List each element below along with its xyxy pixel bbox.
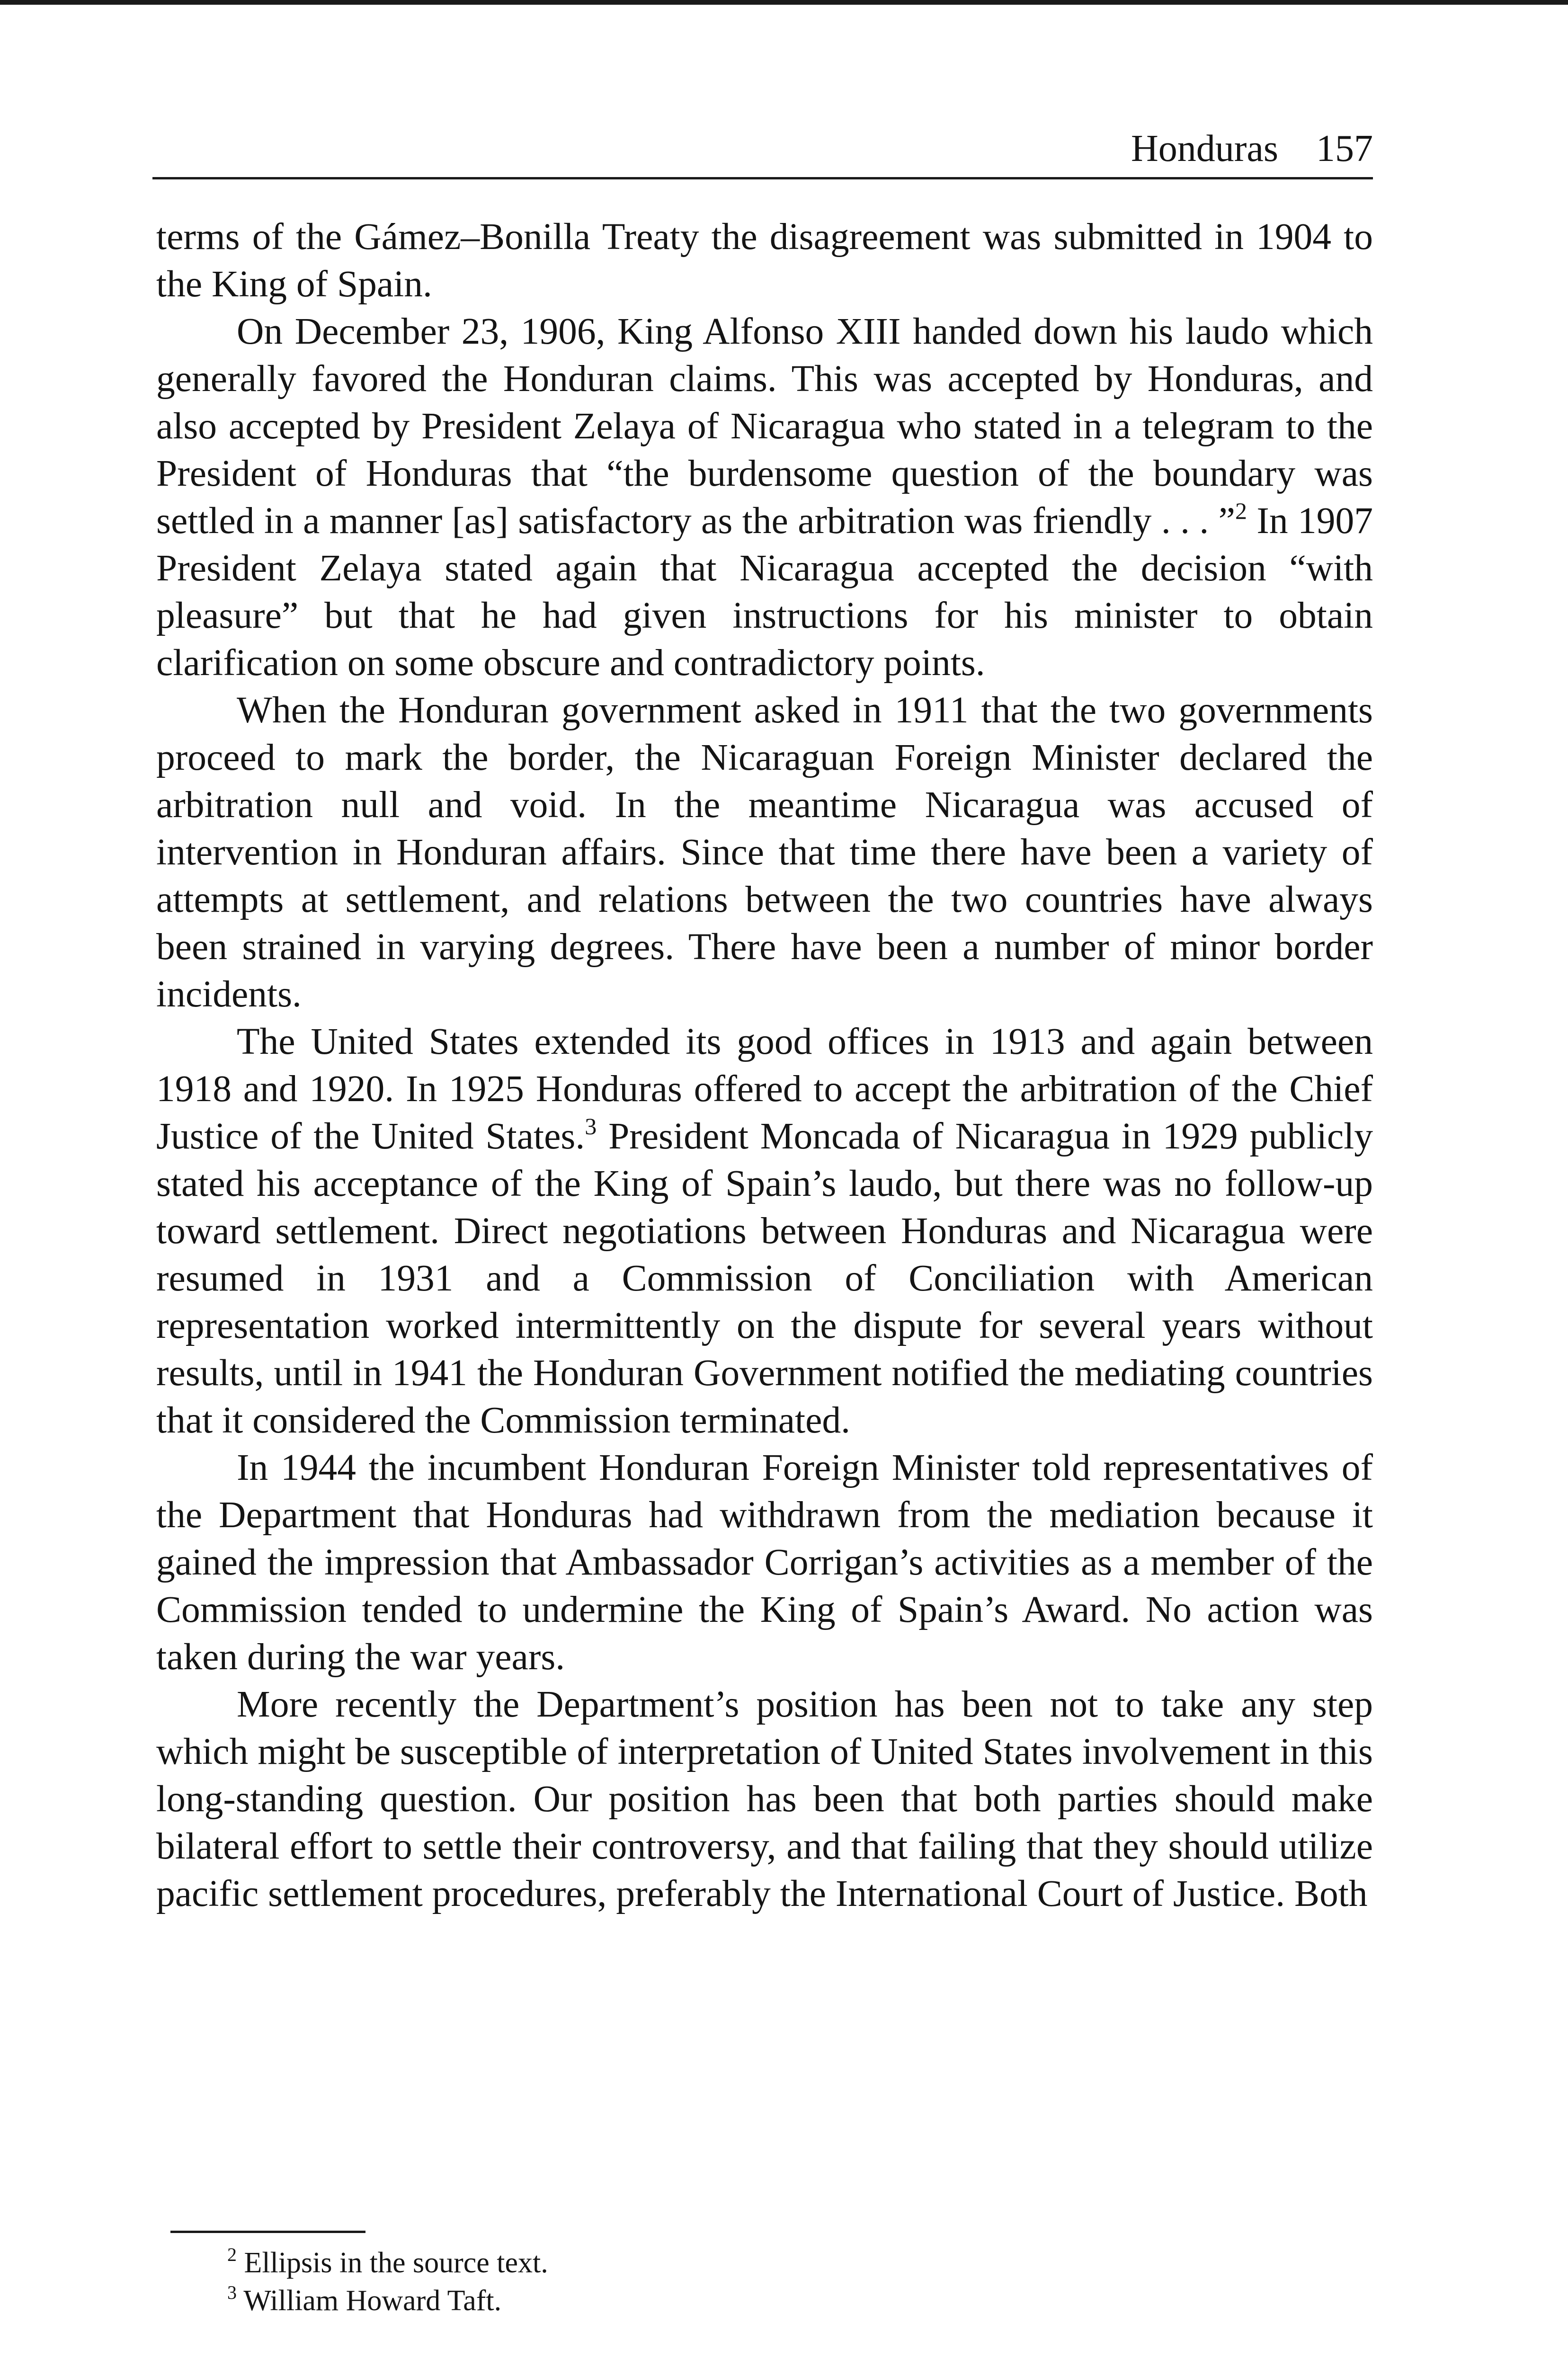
footnote-3: [227, 2282, 1269, 2320]
scan-top-border: [0, 0, 1568, 5]
paragraph-4-text-start: The United States extended its good offices in 1913 and again between 1918 and 1920. In 1925 Honduras offered to accept the arbitration of the Chief Justice of the United States.: [156, 1021, 1373, 1157]
footnote-2-marker: 2: [227, 2244, 237, 2265]
running-head-section: Honduras: [1131, 128, 1278, 169]
footnote-3-text: William Howard Taft.: [243, 2285, 502, 2317]
footnote-2-text: Ellipsis in the source text.: [244, 2247, 548, 2279]
footnote-2: [227, 2244, 1269, 2282]
paragraph-4: [156, 1018, 1373, 1444]
paragraph-2: [156, 308, 1373, 686]
paragraph-3-text: When the Honduran government asked in 1911 that the two governments proceed to mark the border, the Nicaraguan Foreign Minister declared the arbitration null and void. In the meantime Nicaragua was accused of intervention in Honduran affairs. Since that time there have been a variety of attempts at settlement, and relations between the two countries have always been strained in varying degrees. There have been a number of minor border incidents.: [156, 689, 1373, 1015]
footnote-ref-3: 3: [585, 1113, 597, 1139]
footnote-3-marker: 3: [227, 2282, 237, 2303]
footnotes: [227, 2244, 1269, 2320]
footnote-separator: [170, 2231, 365, 2233]
paragraph-1-text: terms of the Gámez–Bonilla Treaty the disagreement was submitted in 1904 to the King of Spain.: [156, 216, 1373, 305]
paragraph-4-text-end: President Moncada of Nicaragua in 1929 publicly stated his acceptance of the King of Spain’s laudo, but there was no follow-up toward settlement. Direct negotiations between Honduras and Nicaragua were resumed in 1931 and a Commission of Conciliation with American representation worked intermittently on the dispute for several years without results, until in 1941 the Honduran Government notified the mediating countries that it considered the Commission terminated.: [156, 1115, 1373, 1441]
paragraph-1: [156, 213, 1373, 308]
footnote-ref-2: 2: [1235, 498, 1247, 524]
page-number: 157: [1316, 128, 1373, 169]
paragraph-3: [156, 686, 1373, 1018]
paragraph-6-text: More recently the Department’s position has been not to take any step which might be susceptible of interpretation of United States involvement in this long-standing question. Our position has been that both parties should make bilateral effort to settle their controversy, and that failing that they should utilize pacific settlement procedures, preferably the International Court of Justice. Both: [156, 1683, 1373, 1914]
body-text: [156, 213, 1373, 1917]
paragraph-2-text-start: On December 23, 1906, King Alfonso XIII handed down his laudo which generally favored the Honduran claims. This was accepted by Honduras, and also accepted by President Zelaya of Nicaragua who stated in a telegram to the President of Honduras that “the burdensome question of the boundary was settled in a manner [as] satisfactory as the arbitration was friendly . . . ”: [156, 311, 1373, 542]
paragraph-6: [156, 1681, 1373, 1917]
paragraph-2-text-end: In 1907 President Zelaya stated again that Nicaragua accepted the decision “with pleasure” but that he had given instructions for his minister to obtain clarification on some obscure and contradictory points.: [156, 500, 1373, 684]
paragraph-5-text: In 1944 the incumbent Honduran Foreign Minister told representatives of the Department that Honduras had withdrawn from the mediation because it gained the impression that Ambassador Corrigan’s activities as a member of the Commission tended to undermine the King of Spain’s Award. No action was taken during the war years.: [156, 1447, 1373, 1678]
running-head: [152, 124, 1373, 179]
paragraph-5: [156, 1444, 1373, 1681]
